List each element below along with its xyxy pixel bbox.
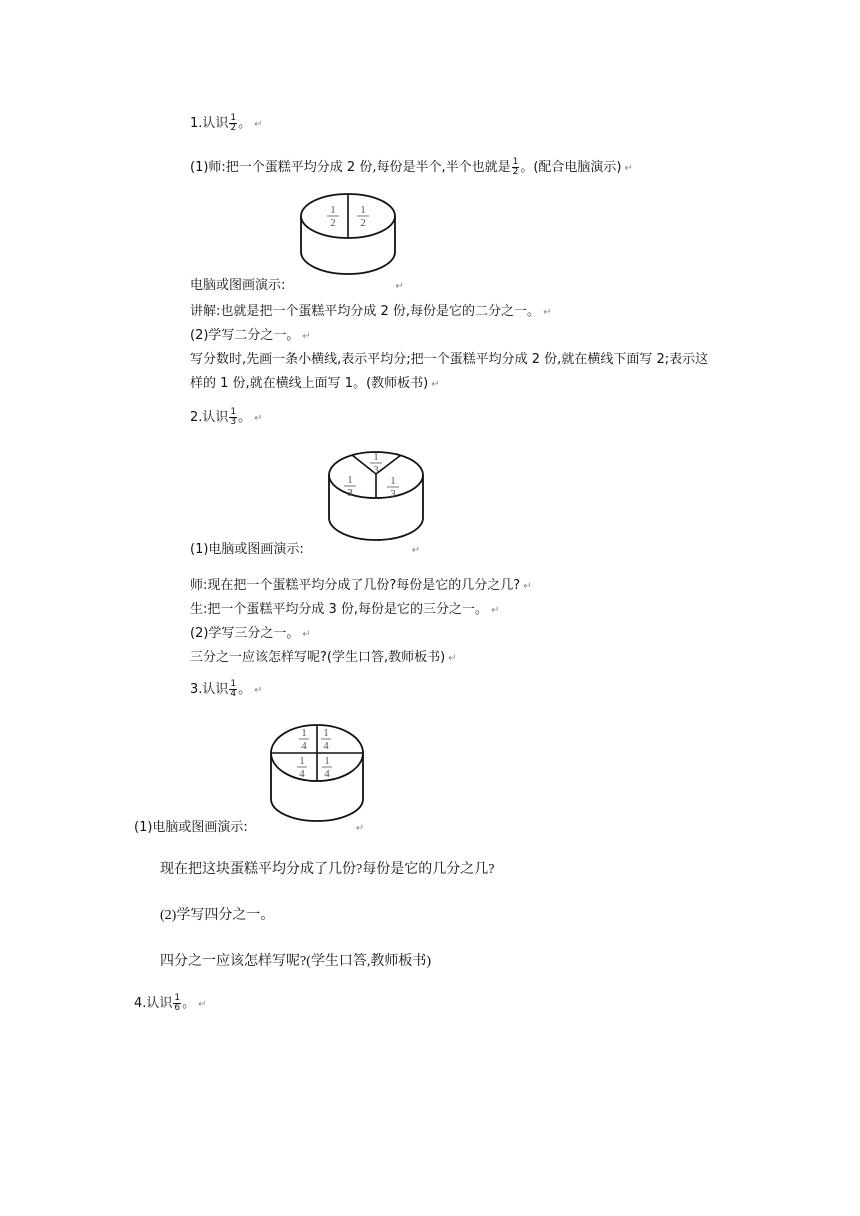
- return-mark: ↵: [523, 581, 532, 592]
- heading-text: 1.认识: [190, 116, 229, 131]
- paragraph-text: 。(配合电脑演示): [520, 160, 622, 175]
- cake-label-numerator: 1: [324, 755, 330, 767]
- write-heading-2: [190, 626, 311, 643]
- cake-label-numerator: 1: [373, 451, 379, 463]
- demo-text: 电脑或图画演示:: [190, 278, 286, 293]
- cake-label-denominator: 4: [324, 768, 330, 780]
- denominator: 2: [230, 123, 237, 133]
- fraction: [173, 994, 181, 1013]
- cake-halves-diagram: [300, 188, 396, 276]
- return-mark: ↵: [254, 119, 263, 130]
- heading-suffix: 。: [238, 410, 252, 425]
- cake-quarters-diagram: [270, 723, 364, 821]
- teacher-question-2: [190, 578, 532, 595]
- return-mark: ↵: [254, 685, 263, 696]
- return-mark: ↵: [355, 823, 365, 834]
- return-mark: ↵: [448, 653, 457, 664]
- heading-text: 4.认识: [134, 996, 173, 1011]
- numerator: 1: [174, 993, 181, 1003]
- student-text: 生:把一个蛋糕平均分成 3 份,每份是它的三分之一。: [190, 602, 489, 617]
- heading-suffix: 。: [238, 682, 252, 697]
- demo-text: (1)电脑或图画演示:: [190, 542, 304, 557]
- return-mark: ↵: [302, 331, 311, 342]
- write-heading-3: [160, 908, 274, 924]
- question-text: 四分之一应该怎样写呢?(学生口答,教师板书): [160, 954, 432, 969]
- cake-label-denominator: 3: [373, 464, 379, 476]
- denominator: 3: [230, 417, 237, 427]
- question-text: 现在把这块蛋糕平均分成了几份?每份是它的几分之几?: [160, 862, 495, 877]
- cake-thirds-diagram: [328, 446, 424, 544]
- cake-label-denominator: 2: [360, 217, 366, 229]
- heading-text: 2.认识: [190, 410, 229, 425]
- numerator: 1: [512, 157, 519, 167]
- return-mark: ↵: [491, 605, 500, 616]
- return-mark: ↵: [624, 163, 633, 174]
- numerator: 1: [230, 679, 237, 689]
- cake-label-denominator: 3: [347, 487, 353, 499]
- fraction: [512, 158, 520, 177]
- heading-suffix: 。: [182, 996, 196, 1011]
- question-3b: [160, 954, 431, 970]
- fraction: [229, 114, 237, 133]
- return-mark: ↵: [302, 629, 311, 640]
- question-2: [190, 650, 457, 667]
- write-heading-1: [190, 328, 311, 345]
- fraction: [229, 680, 237, 699]
- write-text: (2)学写四分之一。: [160, 908, 275, 923]
- write-desc-text: 写分数时,先画一条小横线,表示平均分;把一个蛋糕平均分成 2 份,就在横线下面写 2;表示这: [190, 352, 709, 367]
- heading-1: [190, 114, 263, 133]
- return-mark: ↵: [411, 545, 421, 556]
- student-answer-2: [190, 602, 499, 619]
- cake-label-numerator: 1: [360, 204, 366, 216]
- question-text: 三分之一应该怎样写呢?(学生口答,教师板书): [190, 650, 446, 665]
- cake-label-denominator: 4: [301, 740, 307, 752]
- cake-label-numerator: 1: [299, 755, 305, 767]
- cake-label-numerator: 1: [301, 727, 307, 739]
- denominator: 4: [230, 689, 237, 699]
- cake-label-numerator: 1: [390, 475, 396, 487]
- heading-4: [134, 994, 207, 1013]
- explain-1: [190, 304, 551, 321]
- cake-label-numerator: 1: [347, 474, 353, 486]
- cake-label-denominator: 4: [299, 768, 305, 780]
- question-3: [160, 862, 494, 878]
- teacher-text: 师:现在把一个蛋糕平均分成了几份?每份是它的几分之几?: [190, 578, 521, 593]
- write-desc-text: 样的 1 份,就在横线上面写 1。(教师板书): [190, 376, 429, 391]
- cake-label-denominator: 3: [390, 488, 396, 500]
- denominator: 2: [512, 167, 519, 177]
- numerator: 1: [230, 113, 237, 123]
- cake-label-denominator: 2: [330, 217, 336, 229]
- heading-3: [190, 680, 263, 699]
- return-mark: ↵: [543, 307, 552, 318]
- write-desc-2: [190, 376, 440, 393]
- demo-label-1: [190, 278, 404, 295]
- cake-label-numerator: 1: [330, 204, 336, 216]
- numerator: 1: [230, 407, 237, 417]
- cake-label-denominator: 4: [323, 740, 329, 752]
- return-mark: ↵: [431, 379, 440, 390]
- paragraph-text: (1)师:把一个蛋糕平均分成 2 份,每份是半个,半个也就是: [190, 160, 511, 175]
- fraction: [229, 408, 237, 427]
- write-text: (2)学写三分之一。: [190, 626, 300, 641]
- denominator: 6: [174, 1003, 181, 1013]
- heading-text: 3.认识: [190, 682, 229, 697]
- demo-label-2: [190, 542, 420, 559]
- return-mark: ↵: [198, 999, 207, 1010]
- cake-label-numerator: 1: [323, 727, 329, 739]
- heading-suffix: 。: [238, 116, 252, 131]
- heading-2: [190, 408, 263, 427]
- demo-label-3: [134, 820, 364, 837]
- return-mark: ↵: [395, 281, 404, 292]
- demo-text: (1)电脑或图画演示:: [134, 820, 248, 835]
- explain-text: 讲解:也就是把一个蛋糕平均分成 2 份,每份是它的二分之一。: [190, 304, 541, 319]
- paragraph-teacher-1: [190, 158, 633, 177]
- return-mark: ↵: [254, 413, 263, 424]
- write-desc-1: [190, 352, 708, 368]
- write-text: (2)学写二分之一。: [190, 328, 300, 343]
